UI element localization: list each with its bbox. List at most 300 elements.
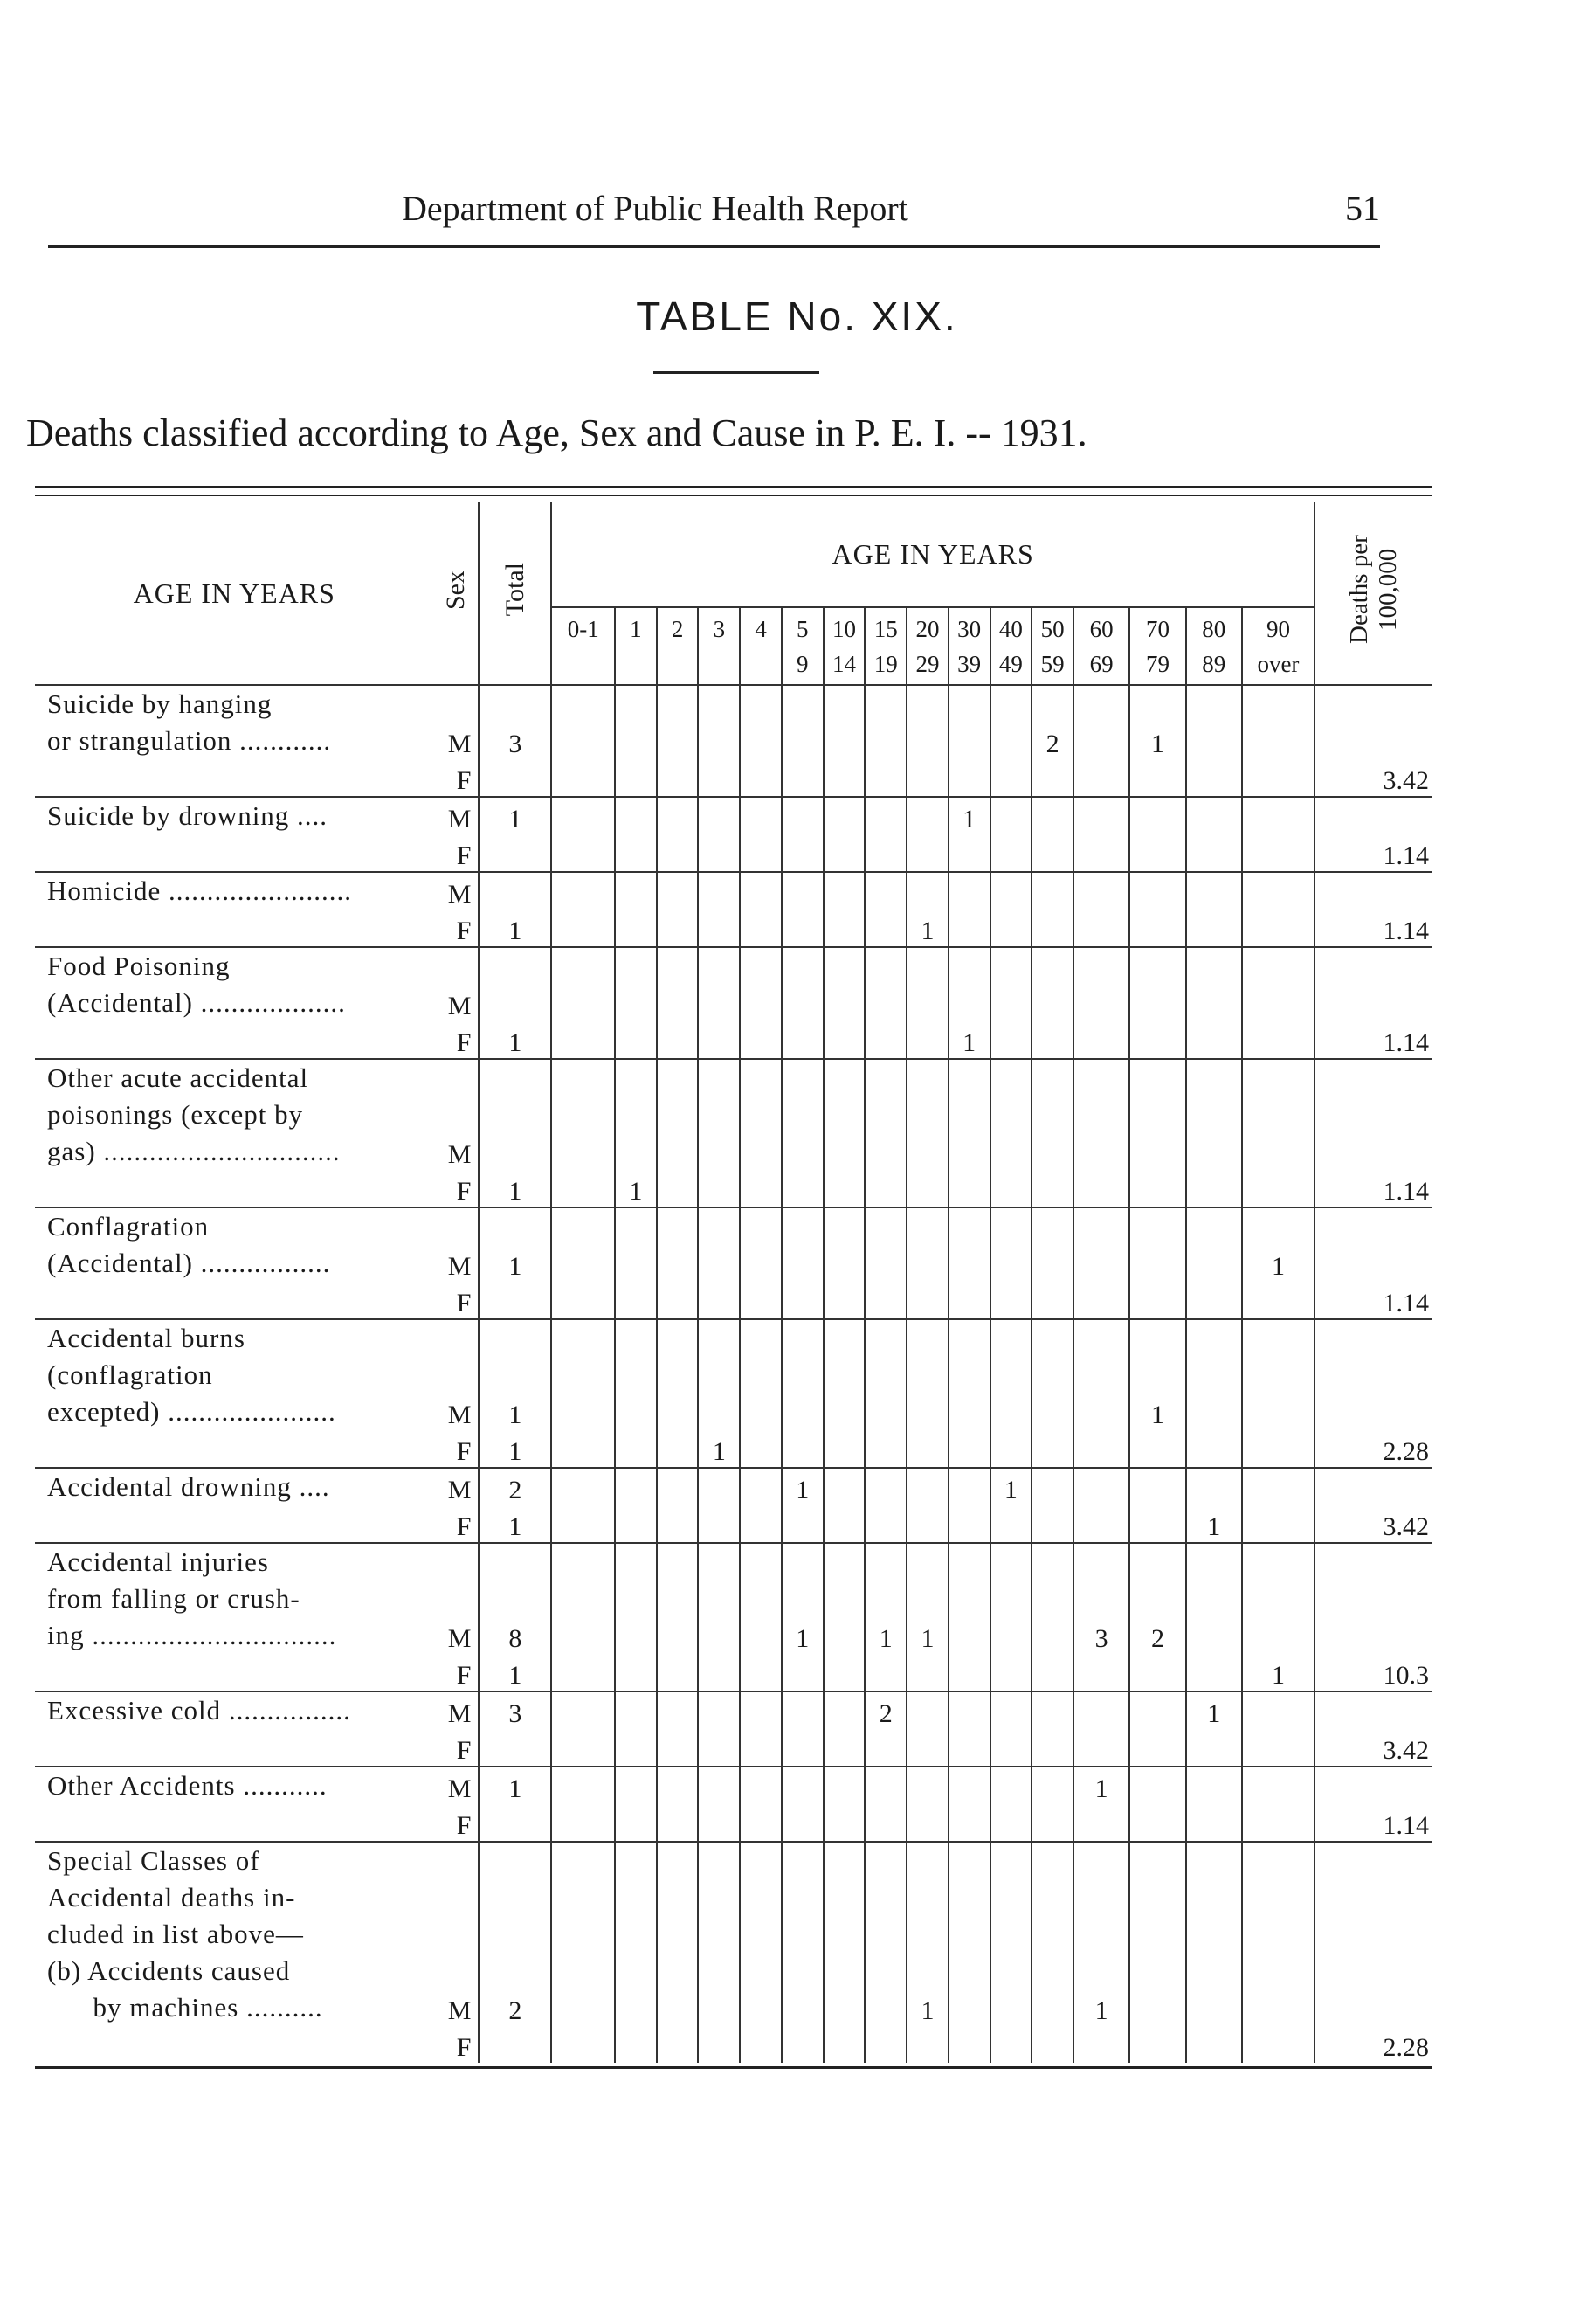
age-cell: 1 [907, 1842, 949, 2026]
age-cell [1032, 1729, 1073, 1767]
age-cell [865, 834, 907, 872]
sex-cell: M [434, 1059, 480, 1170]
cause-line: or strangulation ............ [47, 725, 332, 756]
age-cell [1129, 947, 1185, 1021]
rate-cell: 1.14 [1315, 1207, 1432, 1319]
age-cell [615, 872, 657, 910]
age-cell [782, 1654, 824, 1691]
age-cell [865, 1804, 907, 1842]
age-cell [740, 759, 782, 797]
cause-spacer [47, 1654, 434, 1691]
sex-cell: F [456, 1028, 472, 1057]
age-cell [615, 1207, 657, 1282]
age-cell [657, 910, 699, 947]
age-cell [551, 1505, 615, 1543]
age-cell [615, 1319, 657, 1430]
age-cell: 1 [782, 1468, 824, 1505]
age-cell [990, 834, 1032, 872]
age-cell [824, 2026, 866, 2063]
age-cell [698, 947, 740, 1021]
total-cell: 1 [479, 1319, 551, 1430]
total-cell [479, 759, 551, 797]
age-cell [865, 1505, 907, 1543]
age-cell [1073, 947, 1129, 1021]
age-cell [1186, 759, 1242, 797]
total-cell [479, 1059, 551, 1170]
total-cell [479, 834, 551, 872]
age-cell: 1 [698, 1430, 740, 1468]
age-cell [907, 1767, 949, 1804]
age-cell [949, 1468, 990, 1505]
table-top-rule [35, 486, 1432, 488]
table-row [35, 1691, 1432, 1729]
age-cell [740, 1654, 782, 1691]
age-cell [1129, 872, 1185, 910]
age-cell [907, 1282, 949, 1319]
sex-cell: F [456, 1437, 472, 1466]
cause-line: (b) Accidents caused [47, 1955, 291, 1986]
age-cell [865, 910, 907, 947]
age-column-bottom: 69 [1089, 650, 1114, 677]
age-cell [1032, 1430, 1073, 1468]
age-column-header [1073, 607, 1129, 685]
age-cell [865, 947, 907, 1021]
age-cell [1242, 1505, 1315, 1543]
sex-cell: F [456, 1512, 472, 1541]
age-cell [698, 1691, 740, 1729]
age-cell [782, 797, 824, 834]
age-cell [949, 1691, 990, 1729]
total-cell [479, 1282, 551, 1319]
age-column-header [907, 607, 949, 685]
running-header [48, 188, 1380, 240]
age-cell [990, 1319, 1032, 1430]
age-cell [1242, 1430, 1315, 1468]
age-cell [740, 1282, 782, 1319]
age-cell [782, 759, 824, 797]
age-cell [698, 1059, 740, 1170]
age-cell [1242, 947, 1315, 1021]
age-cell [990, 1654, 1032, 1691]
age-cell [907, 1021, 949, 1059]
age-cell [907, 2026, 949, 2063]
age-cell [657, 947, 699, 1021]
age-cell [1129, 1654, 1185, 1691]
cause-cell [35, 947, 434, 1059]
age-cell [657, 797, 699, 834]
age-cell [949, 1430, 990, 1468]
age-cell [1073, 1059, 1129, 1170]
age-cell [990, 1804, 1032, 1842]
age-cell [740, 797, 782, 834]
total-cell [479, 872, 551, 910]
age-cell [1186, 1804, 1242, 1842]
age-cell [865, 1430, 907, 1468]
cause-cell [35, 1059, 434, 1207]
age-cell: 1 [1242, 1654, 1315, 1691]
age-column-header [657, 607, 699, 685]
age-cell [1186, 685, 1242, 759]
age-cell [1186, 1282, 1242, 1319]
sex-cell: M [434, 685, 480, 759]
age-cell [1186, 834, 1242, 872]
age-cell [824, 1207, 866, 1282]
cause-line: Accidental deaths in- [47, 1882, 296, 1912]
total-cell: 3 [479, 685, 551, 759]
sex-cell: M [434, 872, 480, 910]
sex-cell: M [434, 1468, 480, 1505]
total-cell: 1 [479, 1207, 551, 1282]
age-cell [1129, 797, 1185, 834]
age-cell [990, 1729, 1032, 1767]
age-cell [615, 685, 657, 759]
age-cell [657, 1430, 699, 1468]
age-cell: 1 [949, 797, 990, 834]
running-title: Department of Public Health Report [402, 189, 908, 228]
age-cell [1032, 797, 1073, 834]
age-cell [657, 1170, 699, 1207]
deaths-table [35, 502, 1432, 2063]
age-cell [1032, 1282, 1073, 1319]
table-title: TABLE No. XIX. [636, 294, 958, 339]
age-cell [990, 1059, 1032, 1170]
age-column-header [1186, 607, 1242, 685]
age-group-label: AGE IN YEARS [832, 538, 1034, 571]
cause-line: Other Accidents ........... [47, 1770, 328, 1801]
age-cell [1129, 1282, 1185, 1319]
age-cell [740, 1021, 782, 1059]
sex-cell: F [456, 1177, 472, 1206]
age-cell [1242, 1691, 1315, 1729]
total-cell [479, 2026, 551, 2063]
cause-cell [35, 1319, 434, 1468]
age-cell [657, 872, 699, 910]
age-cell [949, 1804, 990, 1842]
age-column-bottom [616, 647, 656, 681]
age-cell [865, 1282, 907, 1319]
age-column-top: 40 [998, 615, 1023, 642]
age-cell [615, 759, 657, 797]
age-cell [615, 1729, 657, 1767]
age-cell [698, 1543, 740, 1654]
table-row [35, 872, 1432, 910]
total-cell: 8 [479, 1543, 551, 1654]
age-cell [740, 1059, 782, 1170]
age-column-top: 10 [832, 615, 856, 642]
cause-line: cluded in list above— [47, 1919, 304, 1949]
age-cell: 1 [615, 1170, 657, 1207]
age-cell [865, 1767, 907, 1804]
age-cell [1186, 2026, 1242, 2063]
age-cell [990, 1430, 1032, 1468]
age-cell [740, 1207, 782, 1282]
age-cell [1186, 1207, 1242, 1282]
age-cell [865, 1842, 907, 2026]
age-cell [1032, 1691, 1073, 1729]
age-column-header [698, 607, 740, 685]
sex-cell: M [434, 1319, 480, 1430]
age-cell [1242, 910, 1315, 947]
age-cell [949, 1059, 990, 1170]
cause-line: by machines .......... [47, 1992, 323, 2023]
total-header [479, 502, 551, 685]
age-cell [949, 910, 990, 947]
cause-line: Accidental burns [47, 1323, 245, 1353]
age-cell [824, 1654, 866, 1691]
age-cell [1032, 1505, 1073, 1543]
age-cell [698, 1282, 740, 1319]
cause-line: Suicide by drowning .... [47, 800, 328, 831]
age-cell [949, 1282, 990, 1319]
age-cell [1073, 685, 1129, 759]
age-cell [615, 1543, 657, 1654]
age-cell [824, 1691, 866, 1729]
age-cell [1129, 1691, 1185, 1729]
sex-header [434, 502, 480, 685]
age-column-bottom: 79 [1145, 650, 1170, 677]
title-rule [653, 371, 819, 374]
age-cell [740, 1842, 782, 2026]
age-cell [1129, 1767, 1185, 1804]
rate-header [1315, 502, 1432, 685]
age-cell [949, 872, 990, 910]
age-cell: 1 [782, 1543, 824, 1654]
cause-cell [35, 797, 434, 872]
age-cell [865, 685, 907, 759]
age-cell [657, 1691, 699, 1729]
age-cell [1032, 947, 1073, 1021]
age-column-header [1129, 607, 1185, 685]
age-cell [1129, 1021, 1185, 1059]
table-row [35, 685, 1432, 759]
age-column-top: 50 [1040, 615, 1065, 642]
age-cell [551, 1282, 615, 1319]
age-cell [698, 872, 740, 910]
age-cell [990, 2026, 1032, 2063]
age-cell [657, 1282, 699, 1319]
age-cell [1129, 1430, 1185, 1468]
age-column-top: 60 [1089, 615, 1114, 642]
total-header-label: Total [500, 563, 529, 617]
age-column-header [865, 607, 907, 685]
table-row [35, 1319, 1432, 1430]
age-cell [657, 685, 699, 759]
cause-spacer [47, 1282, 434, 1318]
age-cell [907, 947, 949, 1021]
header-rule [48, 245, 1380, 248]
age-cell: 1 [907, 1543, 949, 1654]
age-cell [824, 759, 866, 797]
age-column-header [615, 607, 657, 685]
age-column-top: 3 [713, 615, 726, 642]
age-cell [865, 1468, 907, 1505]
age-cell [615, 1468, 657, 1505]
age-cell [1032, 1170, 1073, 1207]
age-cell [824, 1767, 866, 1804]
age-cell [1032, 1654, 1073, 1691]
age-column-bottom: 89 [1202, 650, 1226, 677]
age-cell [907, 1170, 949, 1207]
cause-spacer [47, 834, 434, 871]
age-cell [615, 1059, 657, 1170]
age-cell: 1 [1186, 1691, 1242, 1729]
age-cell [1186, 1170, 1242, 1207]
age-cell [740, 685, 782, 759]
sex-cell: F [456, 841, 472, 870]
age-cell [551, 685, 615, 759]
age-cell [782, 1842, 824, 2026]
age-cell [1129, 2026, 1185, 2063]
age-cell [782, 1729, 824, 1767]
cause-spacer [47, 2026, 434, 2063]
age-cell [551, 947, 615, 1021]
sex-cell: F [456, 1289, 472, 1318]
age-cell [657, 1021, 699, 1059]
age-cell [657, 1059, 699, 1170]
age-cell [949, 1543, 990, 1654]
age-cell [698, 910, 740, 947]
table-row [35, 1207, 1432, 1282]
age-cell: 1 [1129, 685, 1185, 759]
table-row [35, 947, 1432, 1021]
total-cell: 1 [479, 1430, 551, 1468]
age-cell [1129, 1842, 1185, 2026]
total-cell: 2 [479, 1842, 551, 2026]
age-column-bottom: over [1257, 650, 1300, 677]
age-cell [949, 834, 990, 872]
age-cell [865, 1059, 907, 1170]
age-cell [824, 1543, 866, 1654]
sex-cell: F [456, 1736, 472, 1765]
age-cell [865, 1729, 907, 1767]
rate-cell: 1.14 [1315, 872, 1432, 947]
age-cell [615, 834, 657, 872]
age-cell [1032, 1319, 1073, 1430]
cause-line: from falling or crush- [47, 1583, 300, 1614]
age-cell [949, 1654, 990, 1691]
age-cell [1032, 1767, 1073, 1804]
age-cell [615, 797, 657, 834]
page-number: 51 [1345, 189, 1380, 228]
age-cell [1129, 1729, 1185, 1767]
age-cell [1032, 1207, 1073, 1282]
age-column-bottom: 14 [832, 650, 856, 677]
age-cell [907, 1729, 949, 1767]
cause-cell [35, 1691, 434, 1767]
age-cell [782, 685, 824, 759]
sex-cell: M [434, 1207, 480, 1282]
age-cell [1129, 1468, 1185, 1505]
age-cell [1186, 1654, 1242, 1691]
sex-cell: M [434, 1691, 480, 1729]
age-cell [1129, 759, 1185, 797]
age-cell [551, 1543, 615, 1654]
age-cell [949, 685, 990, 759]
rate-header-label: Deaths per 100,000 [1344, 535, 1402, 645]
cause-line: gas) ............................... [47, 1136, 341, 1166]
sex-cell: F [456, 1661, 472, 1690]
cause-line: (conflagration [47, 1359, 213, 1390]
age-cell [1186, 1059, 1242, 1170]
table-row [35, 1543, 1432, 1654]
age-cell [698, 1207, 740, 1282]
total-cell: 1 [479, 797, 551, 834]
age-cell [1073, 1319, 1129, 1430]
age-cell [657, 1767, 699, 1804]
age-cell [1073, 1430, 1129, 1468]
table-row [35, 1059, 1432, 1170]
age-cell [824, 1842, 866, 2026]
age-cell [1073, 759, 1129, 797]
rate-cell: 2.28 [1315, 1319, 1432, 1468]
age-cell [907, 1654, 949, 1691]
age-column-header [990, 607, 1032, 685]
age-cell [865, 872, 907, 910]
sex-cell: F [456, 2033, 472, 2062]
age-cell [551, 2026, 615, 2063]
age-cell [740, 1319, 782, 1430]
age-cell [1242, 1543, 1315, 1654]
cause-spacer [47, 1430, 434, 1467]
age-cell [1073, 1170, 1129, 1207]
age-cell [782, 1767, 824, 1804]
age-cell [1186, 947, 1242, 1021]
age-cell [990, 685, 1032, 759]
table-body [35, 685, 1432, 2063]
age-cell [740, 834, 782, 872]
age-column-top: 2 [671, 615, 684, 642]
age-cell [1073, 1468, 1129, 1505]
age-cell [1032, 1059, 1073, 1170]
age-cell [907, 1430, 949, 1468]
age-cell [657, 759, 699, 797]
age-cell [1073, 1207, 1129, 1282]
age-cell [1073, 2026, 1129, 2063]
age-cell [907, 797, 949, 834]
total-cell: 1 [479, 1021, 551, 1059]
age-cell [551, 1319, 615, 1430]
age-cell [698, 797, 740, 834]
age-cell: 1 [1073, 1842, 1129, 2026]
age-cell [740, 1430, 782, 1468]
age-cell [824, 1170, 866, 1207]
age-cell [1242, 1170, 1315, 1207]
cause-line: poisonings (except by [47, 1099, 304, 1130]
age-cell [1032, 872, 1073, 910]
age-cell [1186, 1468, 1242, 1505]
cause-header-label: AGE IN YEARS [133, 577, 335, 609]
age-cell [1242, 797, 1315, 834]
age-cell [990, 1282, 1032, 1319]
age-cell [824, 797, 866, 834]
total-cell [479, 1729, 551, 1767]
age-cell [740, 1767, 782, 1804]
age-cell [551, 797, 615, 834]
age-cell [740, 2026, 782, 2063]
rate-cell: 1.14 [1315, 797, 1432, 872]
age-cell [1186, 1021, 1242, 1059]
age-group-header [551, 502, 1315, 607]
rate-cell: 1.14 [1315, 947, 1432, 1059]
age-cell [824, 1059, 866, 1170]
age-cell [698, 1021, 740, 1059]
age-cell [865, 797, 907, 834]
age-cell [615, 2026, 657, 2063]
age-cell [1032, 2026, 1073, 2063]
age-column-header [551, 607, 615, 685]
age-cell [907, 872, 949, 910]
age-column-header [1032, 607, 1073, 685]
